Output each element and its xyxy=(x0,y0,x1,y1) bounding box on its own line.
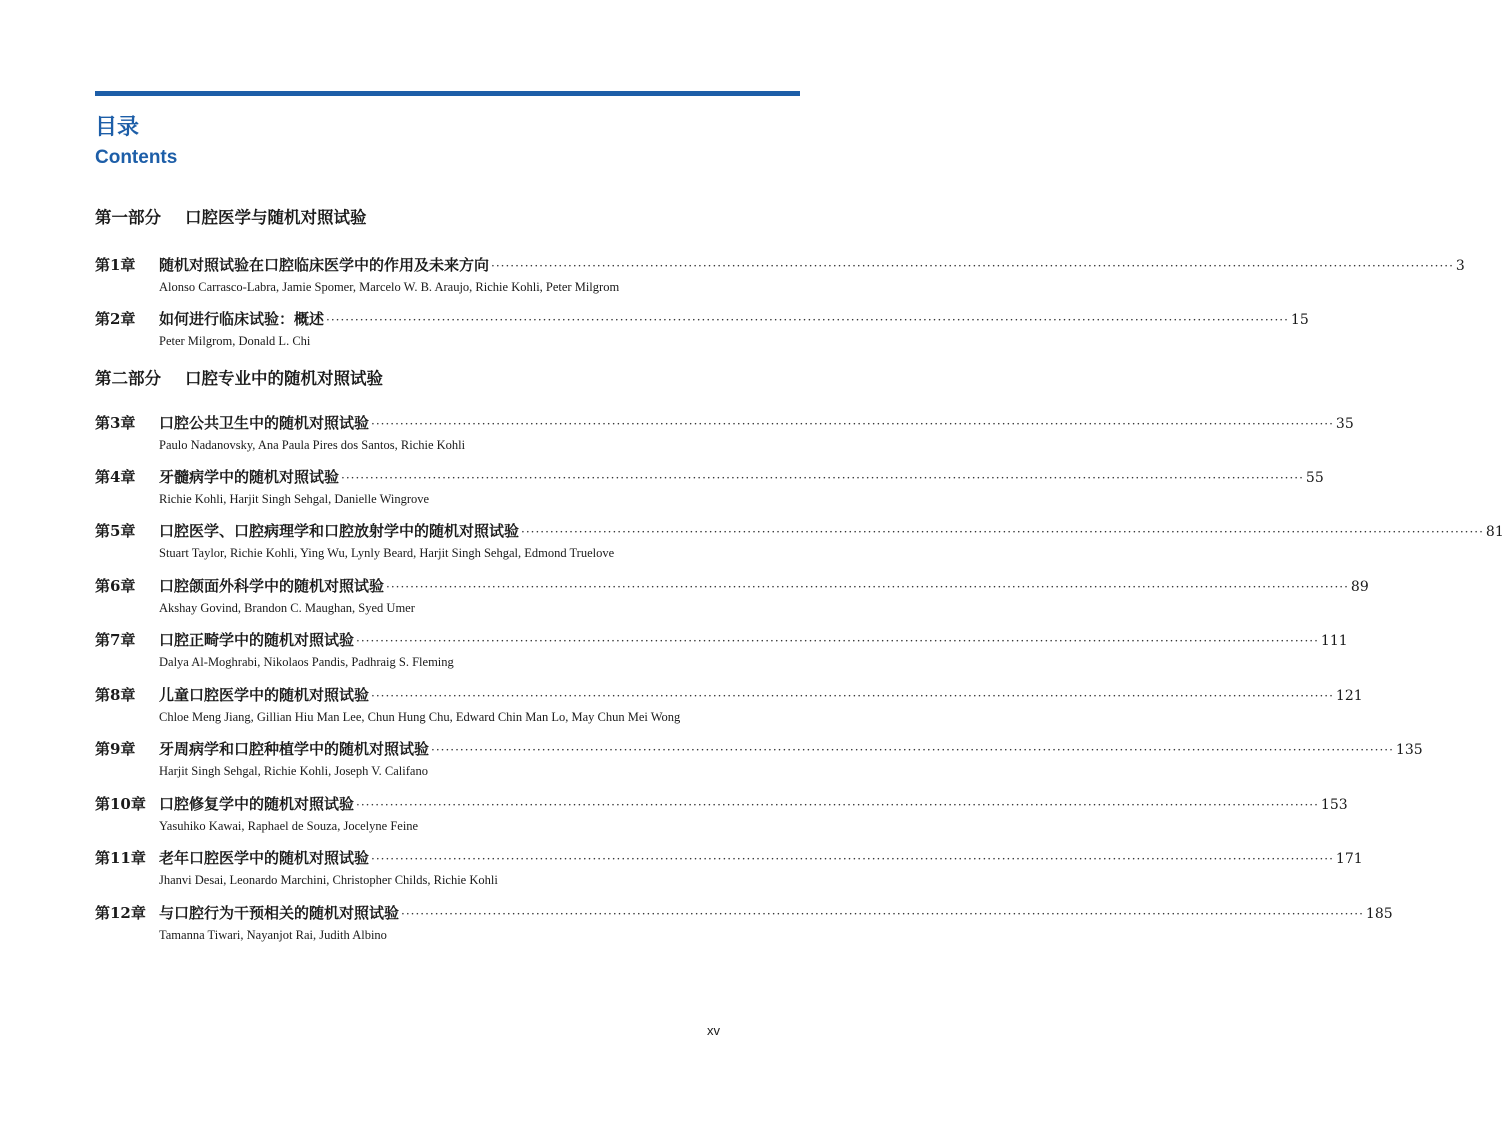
chapter-page-number[interactable]: 3 xyxy=(1455,258,1465,274)
chapter-number: 第5章 xyxy=(95,522,136,540)
toc-entry[interactable] xyxy=(95,575,1369,617)
part-number: 第二部分 xyxy=(95,369,161,388)
chapter-authors: Dalya Al-Moghrabi, Nikolaos Pandis, Padhraig S. Fleming xyxy=(159,655,454,669)
toc-entry[interactable] xyxy=(95,629,1348,671)
dot-leader: ········································································································································································································ xyxy=(521,525,1484,539)
chapter-title[interactable]: 与口腔行为干预相关的随机对照试验 xyxy=(159,904,400,922)
chapter-number: 第4章 xyxy=(95,468,136,486)
chapter-authors: Chloe Meng Jiang, Gillian Hiu Man Lee, Chun Hung Chu, Edward Chin Man Lo, May Chun Mei Wong xyxy=(159,710,681,724)
chapter-authors: Jhanvi Desai, Leonardo Marchini, Christopher Childs, Richie Kohli xyxy=(159,873,498,887)
chapter-number: 第7章 xyxy=(95,631,136,649)
part-title: 口腔医学与随机对照试验 xyxy=(185,208,367,227)
chapter-authors: Peter Milgrom, Donald L. Chi xyxy=(159,334,311,348)
dot-leader: ········································································································································································································ xyxy=(326,313,1289,327)
dot-leader: ········································································································································································································ xyxy=(341,471,1304,485)
chapter-title[interactable]: 口腔医学、口腔病理学和口腔放射学中的随机对照试验 xyxy=(159,522,520,540)
chapter-title[interactable]: 老年口腔医学中的随机对照试验 xyxy=(159,849,370,867)
chapter-page-number[interactable]: 55 xyxy=(1305,470,1324,486)
chapter-title[interactable]: 口腔正畸学中的随机对照试验 xyxy=(159,631,355,649)
dot-leader: ········································································································································································································ xyxy=(401,907,1364,921)
dot-leader: ········································································································································································································ xyxy=(356,634,1319,648)
dot-leader: ········································································································································································································ xyxy=(356,798,1319,812)
chapter-page-number[interactable]: 15 xyxy=(1290,312,1309,328)
chapter-page-number[interactable]: 135 xyxy=(1395,742,1423,758)
chapter-title[interactable]: 口腔修复学中的随机对照试验 xyxy=(159,795,355,813)
dot-leader: ········································································································································································································ xyxy=(371,689,1334,703)
chapter-number: 第9章 xyxy=(95,740,136,758)
chapter-number: 第2章 xyxy=(95,310,136,328)
chapter-number: 第11章 xyxy=(95,849,146,867)
chapter-authors: Tamanna Tiwari, Nayanjot Rai, Judith Albino xyxy=(159,928,387,942)
chapter-number: 第3章 xyxy=(95,414,136,432)
chapter-number: 第8章 xyxy=(95,686,136,704)
chapter-authors: Richie Kohli, Harjit Singh Sehgal, Danielle Wingrove xyxy=(159,492,430,506)
page-folio: xv xyxy=(707,1023,720,1038)
part-heading xyxy=(95,367,715,391)
toc-entry[interactable] xyxy=(95,684,1363,726)
chapter-authors: Stuart Taylor, Richie Kohli, Ying Wu, Lynly Beard, Harjit Singh Sehgal, Edmond Truelove xyxy=(159,546,615,560)
dot-leader: ········································································································································································································ xyxy=(371,852,1334,866)
toc-entry[interactable] xyxy=(95,902,1393,944)
chapter-page-number[interactable]: 89 xyxy=(1350,579,1369,595)
dot-leader: ········································································································································································································ xyxy=(491,259,1454,273)
part-title: 口腔专业中的随机对照试验 xyxy=(185,369,383,388)
chapter-number: 第10章 xyxy=(95,795,146,813)
chapter-page-number[interactable]: 153 xyxy=(1320,797,1348,813)
chapter-title[interactable]: 如何进行临床试验：概述 xyxy=(159,310,325,328)
chapter-page-number[interactable]: 111 xyxy=(1320,633,1348,649)
part-number: 第一部分 xyxy=(95,208,161,227)
chapter-authors: Harjit Singh Sehgal, Richie Kohli, Joseph V. Califano xyxy=(159,764,428,778)
chapter-title[interactable]: 随机对照试验在口腔临床医学中的作用及未来方向 xyxy=(159,256,490,274)
chapter-page-number[interactable]: 171 xyxy=(1335,851,1363,867)
toc-entry[interactable] xyxy=(95,308,1309,350)
chapter-title[interactable]: 口腔颌面外科学中的随机对照试验 xyxy=(159,577,385,595)
chapter-number: 第12章 xyxy=(95,904,146,922)
chapter-page-number[interactable]: 185 xyxy=(1365,906,1393,922)
chapter-authors: Yasuhiko Kawai, Raphael de Souza, Jocelyne Feine xyxy=(159,819,419,833)
chapter-authors: Akshay Govind, Brandon C. Maughan, Syed Umer xyxy=(159,601,415,615)
chapter-authors: Alonso Carrasco-Labra, Jamie Spomer, Marcelo W. B. Araujo, Richie Kohli, Peter Milgrom xyxy=(159,280,620,294)
chapter-title[interactable]: 牙周病学和口腔种植学中的随机对照试验 xyxy=(159,740,430,758)
part-heading xyxy=(95,206,715,230)
toc-entry[interactable] xyxy=(95,412,1354,454)
chapter-page-number[interactable]: 35 xyxy=(1335,416,1354,432)
chapter-number: 第1章 xyxy=(95,256,136,274)
chapter-page-number[interactable]: 121 xyxy=(1335,688,1363,704)
toc-entry[interactable] xyxy=(95,520,1504,562)
dot-leader: ········································································································································································································ xyxy=(431,743,1394,757)
chapter-title[interactable]: 口腔公共卫生中的随机对照试验 xyxy=(159,414,370,432)
chapter-page-number[interactable]: 81 xyxy=(1485,524,1504,540)
chapter-title[interactable]: 儿童口腔医学中的随机对照试验 xyxy=(159,686,370,704)
toc-entry[interactable] xyxy=(95,793,1348,835)
chapter-number: 第6章 xyxy=(95,577,136,595)
chapter-authors: Paulo Nadanovsky, Ana Paula Pires dos Santos, Richie Kohli xyxy=(159,438,466,452)
header-rule xyxy=(95,91,800,96)
dot-leader: ········································································································································································································ xyxy=(371,417,1334,431)
toc-entry[interactable] xyxy=(95,466,1324,508)
page-title-chinese: 目录 xyxy=(95,115,140,140)
toc-entry[interactable] xyxy=(95,254,1465,296)
page-title-english: Contents xyxy=(95,147,178,168)
toc-entry[interactable] xyxy=(95,847,1363,889)
dot-leader: ········································································································································································································ xyxy=(386,580,1349,594)
toc-entry[interactable] xyxy=(95,738,1423,780)
chapter-title[interactable]: 牙髓病学中的随机对照试验 xyxy=(159,468,340,486)
